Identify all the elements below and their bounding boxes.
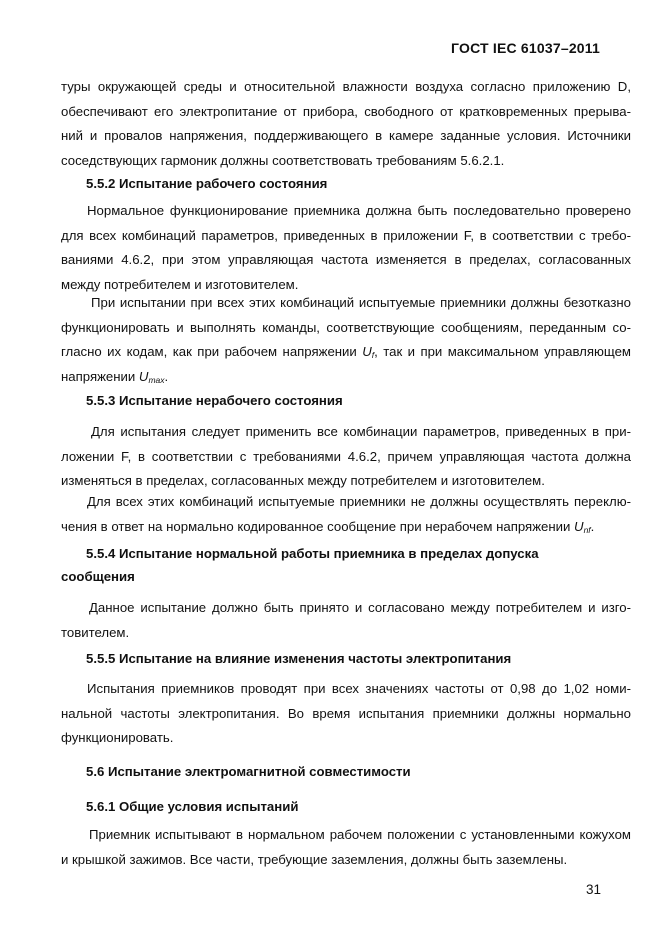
page-number: 31 — [585, 882, 601, 897]
text-line: Данное испытание должно быть принято и согласовано между потребителем и изго- — [89, 600, 631, 615]
text-line: напряжении $U_{max}$. — [61, 368, 169, 385]
text-line: Для испытания следует применить все комбинации параметров, приведенных в при- — [91, 424, 631, 439]
text-line: Испытания приемников проводят при всех значениях частоты от 0,98 до 1,02 номи- — [87, 681, 631, 696]
text-line: При испытании при всех этих комбинаций испытуемые приемники должны безотказно — [91, 295, 631, 310]
text-line: Приемник испытывают в нормальном рабочем положении с установленными кожухом — [89, 827, 631, 842]
heading-5-6-1: 5.6.1 Общие условия испытаний — [86, 799, 299, 814]
heading-5-5-3: 5.5.3 Испытание нерабочего состояния — [86, 393, 343, 408]
voltage-symbol: U — [362, 344, 372, 359]
heading-5-5-4: 5.5.4 Испытание нормальной работы приемника в пределах допуска — [86, 546, 539, 561]
text-line: чения в ответ на нормально кодированное сообщение при нерабочем напряжении $U_{nf}$. — [61, 518, 595, 535]
text-line: Для всех этих комбинаций испытуемые приемники не должны осуществлять переклю- — [87, 494, 631, 509]
voltage-symbol: U — [574, 518, 584, 534]
text-line: функционировать. — [61, 730, 174, 745]
text-line: гласно их кодам, как при рабочем напряжении $U_f$, так и при максимальном управляющем — [61, 344, 631, 360]
paragraph-intro — [61, 75, 631, 173]
text-line: нальной частоты электропитания. Во время испытания приемники должны нормально — [61, 705, 631, 721]
document-code-header: ГОСТ IEC 61037–2011 — [451, 40, 600, 56]
text-line: и крышкой зажимов. Все части, требующие заземления, должны быть заземлены. — [61, 851, 568, 867]
heading-5-5-4-continued: сообщения — [61, 569, 135, 584]
paragraph-nonworking-state — [61, 420, 631, 494]
text-line: между потребителем и изготовителем. — [61, 276, 299, 292]
text-line: соседствующих гармоник должны соответствовать требованиям 5.6.2.1. — [61, 152, 505, 168]
text-line: функционировать и выполнять команды, соответствующие сообщениям, переданным со- — [61, 319, 631, 335]
text-line: для всех комбинаций параметров, приведенных в приложении F, в соответствии с требо- — [61, 227, 631, 243]
paragraph-frequency-test — [61, 677, 631, 751]
heading-5-5-5: 5.5.5 Испытание на влияние изменения частоты электропитания — [86, 651, 512, 666]
text-line: обеспечивают его электропитание от прибора, свободного от кратковременных прерыва- — [61, 103, 631, 119]
text-line: ваниями 4.6.2, при этом управляющая частота изменяется в пределах, согласованных — [61, 252, 631, 267]
paragraph-working-state — [61, 199, 631, 297]
voltage-symbol: U — [138, 368, 149, 384]
text-line: Нормальное функционирование приемника должна быть последовательно проверено — [87, 203, 631, 218]
paragraph-general-conditions — [61, 823, 631, 872]
text-line: туры окружающей среды и относительной влажности воздуха согласно приложению D, — [61, 79, 631, 94]
text-line: товителем. — [61, 624, 130, 640]
paragraph-test-combinations — [61, 291, 631, 389]
heading-5-6: 5.6 Испытание электромагнитной совместимости — [86, 764, 411, 779]
paragraph-no-switching — [61, 490, 631, 539]
paragraph-agreement — [61, 596, 631, 645]
text-line: ложении F, в соответствии с требованиями 4.6.2, причем управляющая частота должна — [61, 448, 631, 464]
heading-5-5-2: 5.5.2 Испытание рабочего состояния — [86, 176, 328, 191]
text-line: изменяться в пределах, согласованных между потребителем и изготовителем. — [61, 473, 545, 488]
text-line: ний и провалов напряжения, поддерживающего в камере заданные условия. Источники — [61, 128, 631, 143]
